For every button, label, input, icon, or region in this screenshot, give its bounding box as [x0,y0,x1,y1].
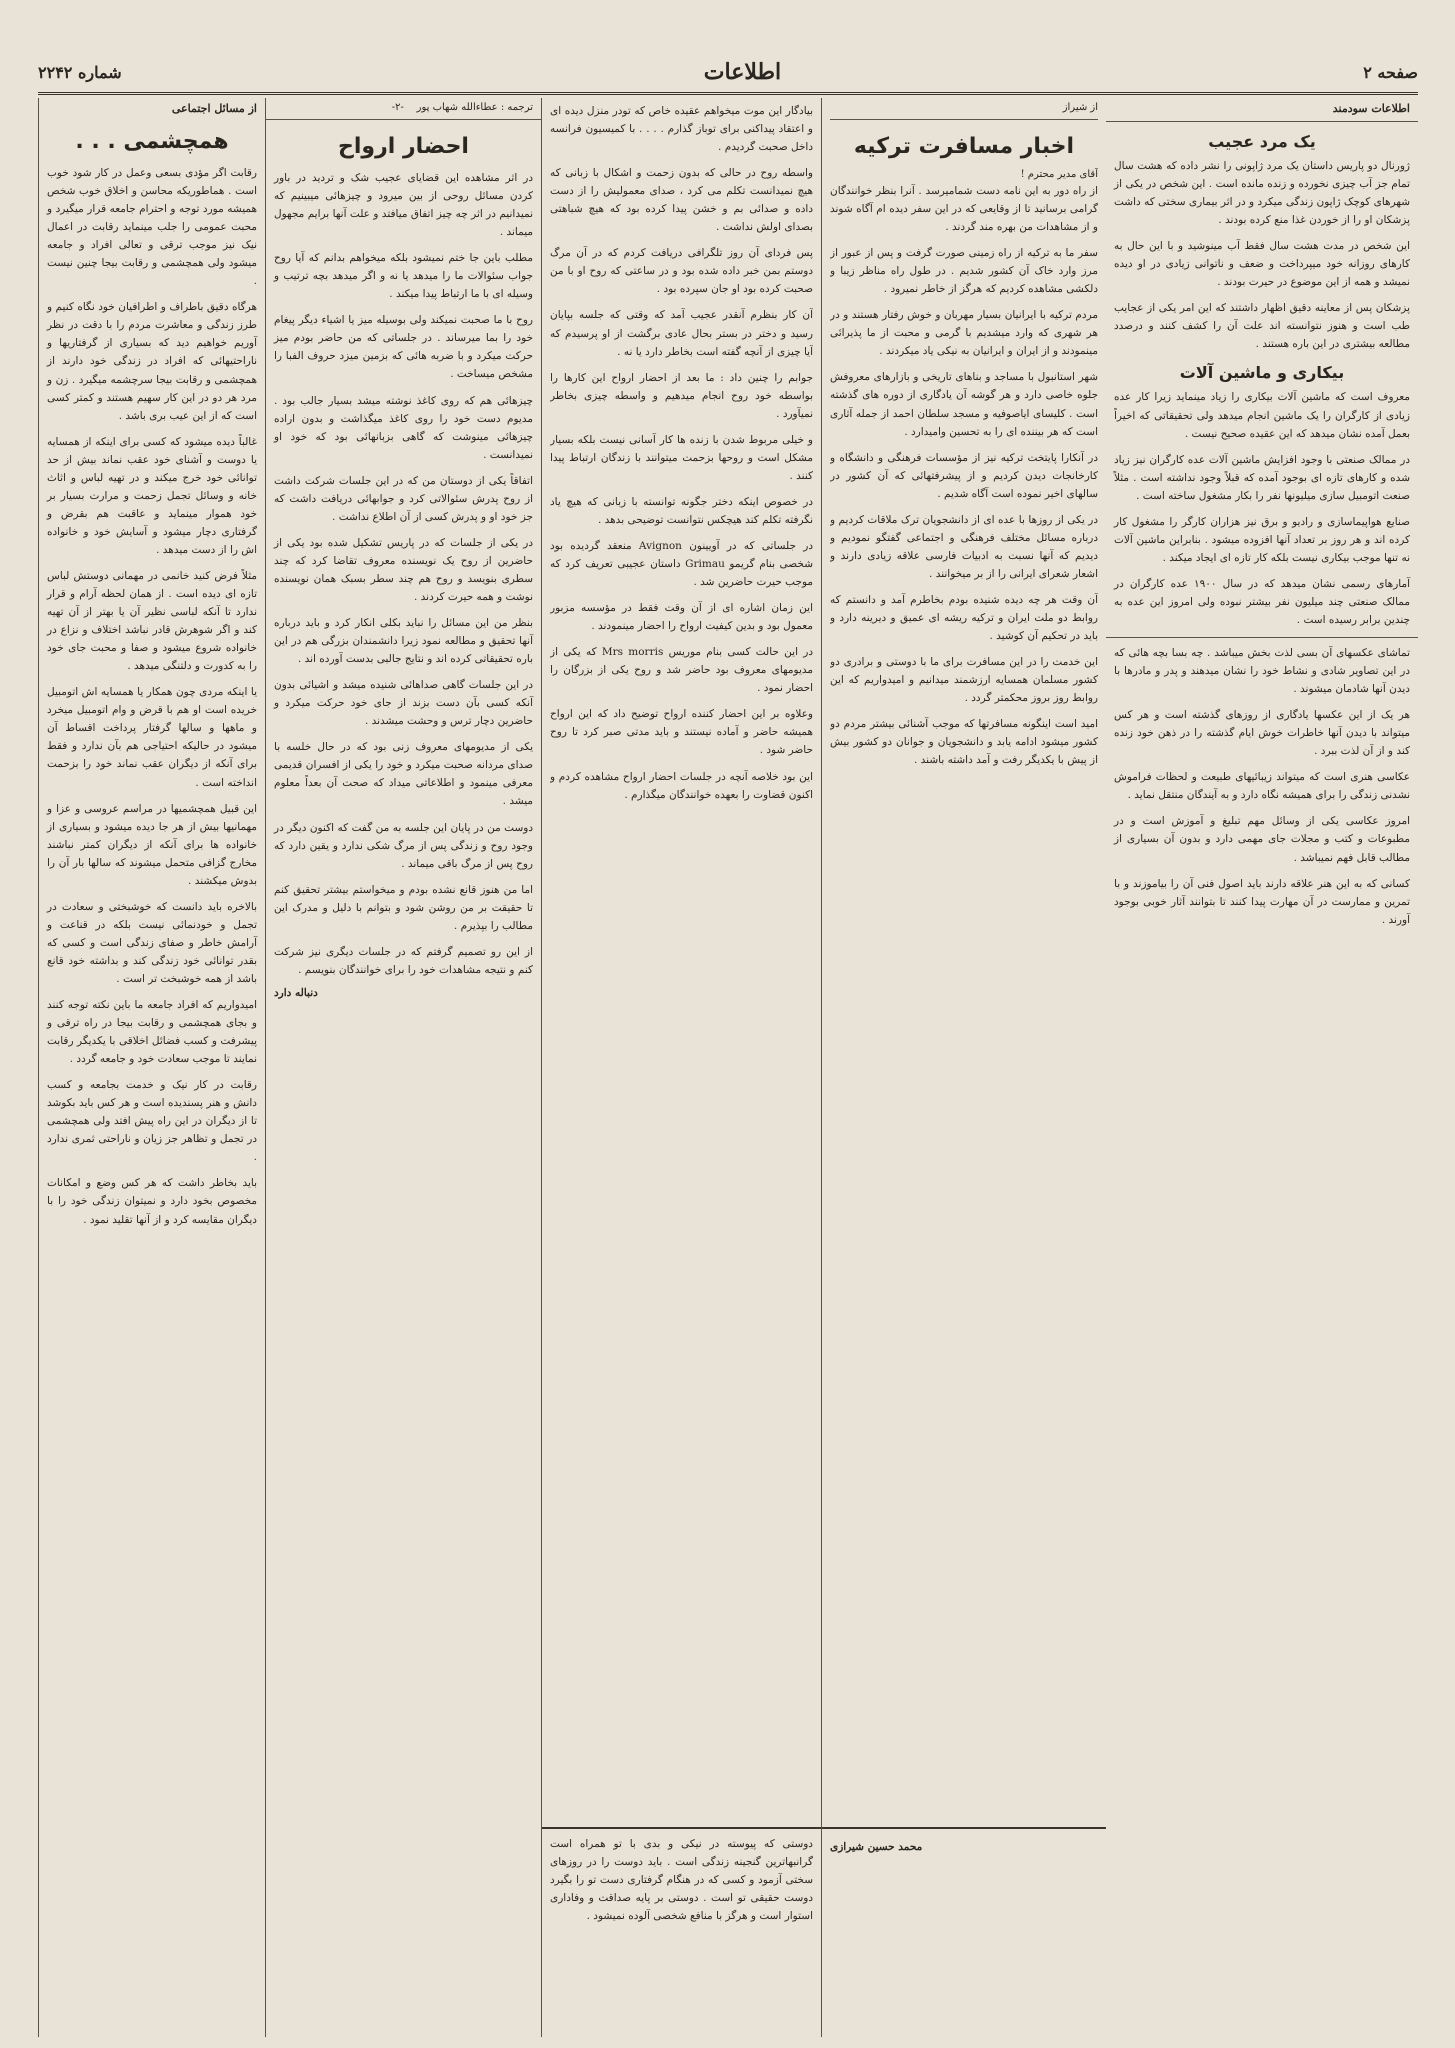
paragraph: روح با ما صحبت نمیکند ولی بوسیله میز یا اشیاء دیگر پیغام خود را بما میرساند . در جلساتی که من حاضر بودم میز حرکت میکرد و با ضربه هائی که بزمین میزد حروف الفبا را مشخص میساخت . [274,314,533,381]
paragraph: سفر ما به ترکیه از راه زمینی صورت گرفت و پس از عبور از مرز وارد خاک آن کشور شدیم . در طول راه مناظر زیبا و دلکشی مشاهده کردیم که هرگز از خاطر نمیرود . [830,247,1098,296]
article-body [830,182,1098,769]
article-body [274,169,533,979]
section-label: از مسائل اجتماعی [171,102,257,115]
newspaper-title: اطلاعات [703,59,782,85]
paragraph: در ممالک صنعتی با وجود افزایش ماشین آلات عده کارگران نیز زیاد شده و کارهای تازه ای بوجود آمده که قبلاً وجود نداشته است . مثلاً صنعت اتومبیل سازی میلیونها نفر را بکار مشغول ساخته است . [1114,453,1410,502]
column-continuation [541,98,821,2037]
columns-container [38,98,1418,2037]
paragraph: وعلاوه بر این احضار کننده ارواح توضیح داد که این ارواح همیشه حاضر و آماده نیستند و باید مدتی صبر کرد تا روح حاضر شود . [550,708,813,757]
article-headline-strange-man: یک مرد عجیب [1208,132,1316,151]
page-header [38,52,1418,95]
paragraph: اما من هنوز قانع نشده بودم و میخواستم بیشتر تحقیق کنم تا حقیقت بر من روشن شود و بتوانم با دلیل و مدرک این مطالب را بپذیرم . [274,883,533,932]
divider [1106,637,1418,638]
column-spirit-summoning [265,98,541,2037]
paragraph: این شخص در مدت هشت سال فقط آب مینوشید و با این حال به کارهای روزانه خود میپرداخت و ضعف و ناتوانی زیادی در او دیده نمیشد و همه از این موضوع در حیرت بودند . [1114,240,1410,289]
paragraph: در یکی از روزها با عده ای از دانشجویان ترک ملاقات کردیم و درباره مسائل مختلف فرهنگی و اجتماعی گفتگو نمودیم و دیدیم که آنها نسبت به ادبیات فارسی علاقه زیادی دارند و اشعار شعرای ایرانی را از بر میخوانند . [830,513,1098,580]
author-signature: محمد حسین شیرازی [830,1841,923,1853]
column-turkey-travel [821,98,1106,2037]
paragraph: دوست من در پایان این جلسه به من گفت که اکنون دیگر در وجود روح و زندگی پس از مرگ شکی ندارد و یقین دارد که روح پس از مرگ باقی میماند . [274,821,533,870]
paragraph: باید بخاطر داشت که هر کس وضع و امکانات مخصوص بخود دارد و نمیتوان زندگی خود را با دیگران مقایسه کرد و از آنها تقلید نمود . [47,1177,257,1226]
issue-number: شماره ۲۲۴۲ [38,62,122,82]
column-useful-info [1106,98,1418,2037]
paragraph: مطلب باین جا ختم نمیشود بلکه میخواهم بدانم که آیا روح جواب سئوالات ما را میدهد یا نه و اگر میدهد بچه ترتیب و وسیله ای با ما ارتباط پیدا میکند . [274,252,533,301]
paragraph: این قبیل همچشمیها در مراسم عروسی و عزا و مهمانیها بیش از هر جا دیده میشود و بسیاری از خانواده ها برای آنکه از دیگران کمتر نباشند مخارج گزافی متحمل میشوند که سالها بار آن را بدوش میکشند . [47,802,257,887]
paragraph: این خدمت را در این مسافرت برای ما با دوستی و برادری دو کشور مسلمان همسایه ارزشمند میدانیم و امیدواریم که این روابط روز بروز محکمتر گردد . [830,656,1098,705]
page-number: صفحه ۲ [1363,62,1418,82]
paragraph: امروز عکاسی یکی از وسائل مهم تبلیغ و آموزش است و در مطبوعات و کتب و مجلات جای مهمی دارد و بدون آن بسیاری از مطالب قابل فهم نمیباشد . [1114,815,1410,864]
paragraph: یا اینکه مردی چون همکار یا همسایه اش اتومبیل خریده است او هم با قرض و وام اتومبیل میخرد و ماهها و سالها گرفتار پرداخت اقساط آن میشود در حالیکه احتیاجی هم بآن ندارد و فقط برای آنکه از دیگران عقب نماند خود را بزحمت انداخته است . [47,686,257,789]
section-label: اطلاعات سودمند [1332,102,1410,115]
paragraph: آن کار بنظرم آنقدر عجیب آمد که وقتی که جلسه بپایان رسید و دختر در بستر بحال عادی برگشت از او پرسیدم که آیا چیزی از آنچه گفته است بخاطر دارد یا نه . [550,309,813,358]
paragraph: از راه دور به این نامه دست شمامیرسد . آنرا بنظر خوانندگان گرامی برسانید تا از وقایعی که در این سفر دیده ام آگاه شوند و از مشاهدات من بهره مند گردند . [830,185,1098,234]
divider [1106,121,1418,122]
paragraph: در یکی از جلسات که در پاریس تشکیل شده بود یکی از حاضرین از روح یک نویسنده معروف تقاضا کرد که چند سطری بنویسد و روح هم چند سطر بسبک همان نویسنده نوشت و همه حیرت کردند . [274,536,533,603]
paragraph: مردم ترکیه با ایرانیان بسیار مهربان و خوش رفتار هستند و در هر شهری که وارد میشدیم با گرمی و محبت از ما پذیرائی مینمودند و از ایران و ایرانیان به نیکی یاد میکردند . [830,309,1098,358]
article-body [550,102,813,1802]
paragraph: در اثر مشاهده این قضایای عجیب شک و تردید در باور کردن مسائل روحی از بین میرود و چیزهائی میبینیم که نمیدانیم در اثر چه چیز اتفاق میافتد و علت آنها برایم مجهول میماند . [274,172,533,239]
paragraph: مثلاً فرض کنید خانمی در مهمانی دوستش لباس تازه ای دیده است . از همان لحظه آرام و قرار ندارد تا آنکه لباسی نظیر آن یا بهتر از آن تهیه کند و اگر شوهرش قادر نباشد اختلاف و نزاع در خانواده شروع میشود و صفا و محبت جای خود را به کدورت و دلتنگی میدهد . [47,569,257,673]
paragraph: پزشکان پس از معاینه دقیق اظهار داشتند که این امر یکی از عجایب طب است و هنوز نتوانسته اند علت آن را کشف کنند و درصدد مطالعه بیشتری در این باره هستند . [1114,302,1410,351]
newspaper-page [38,52,1418,2037]
continued-note: دنباله دارد [274,986,318,999]
paragraph: امید است اینگونه مسافرتها که موجب آشنائی بیشتر مردم دو کشور میشود ادامه یابد و دانشجویان و جوانان دو کشور بیش از پیش با یکدیگر رفت و آمد داشته باشند . [830,718,1098,767]
paragraph: از این رو تصمیم گرفتم که در جلسات دیگری نیز شرکت کنم و نتیجه مشاهدات خود را برای خوانندگان بنویسم . [274,945,533,976]
paragraph: ژورنال دو پاریس داستان یک مرد ژاپونی را نشر داده که هشت سال تمام جز آب چیزی نخورده و زنده مانده است . این شخص در یکی از شهرهای کوچک ژاپون زندگی میکرد و در اثر بیماری سختی که داشت پزشکان او را از خوردن غذا منع کرده بودند . [1114,160,1410,227]
article-headline: اخبار مسافرت ترکیه [853,134,1075,159]
paragraph: اتفاقاً یکی از دوستان من که در این جلسات شرکت داشت از روح پدرش سئوالاتی کرد و جوابهائی دریافت داشت که جز خود او و پدرش کسی از آن اطلاع نداشت . [274,474,533,523]
bottom-paragraph: دوستی که پیوسته در نیکی و بدی با تو همراه است گرانبهاترین گنجینه زندگی است . باید دوست را در روزهای سختی آزمود و کسی که در هنگام گرفتاری دست تو را بگیرد دوست حقیقی تو است . دوستی بر پایه صداقت و وفاداری استوار است و هرگز با منافع شخصی آلوده نمیشود . [550,1838,813,1923]
paragraph: هرگاه دقیق باطراف و اطرافیان خود نگاه کنیم و طرز زندگی و معاشرت مردم را با دقت در نظر آوریم خواهیم دید که بسیاری از گرفتاریها و ناراحتیهائی که افراد در زندگی خود دارند از همچشمی و رقابت بیجا سرچشمه میگیرد . زن و مرد هر دو در این کار سهیم هستند و کمتر کسی است که از این عیب بری باشد . [47,301,257,422]
article-headline: احضار ارواح [338,134,469,159]
paragraph: جوابم را چنین داد : ما بعد از احضار ارواح این کارها را بواسطه خود روح انجام میدهیم و واسطه چیزی بخاطر نمیآورد . [550,371,813,420]
paragraph: آن وقت هر چه دیده شنیده بودم بخاطرم آمد و دانستم که روابط دو ملت ایران و ترکیه ریشه ای عمیق و دیرینه دارد و باید در تحکیم آن کوشید . [830,593,1098,643]
divider [830,119,1098,120]
bottom-box [542,1827,821,2037]
article-body-unemployment [1114,388,1410,629]
paragraph: معروف است که ماشین آلات بیکاری را زیاد مینماید زیرا کار عده زیادی از کارگران را یک ماشین انجام میدهد ولی تحقیقاتی که اخیراً بعمل آمده نشان میدهد که این عقیده صحیح نیست . [1114,391,1410,440]
paragraph: این زمان اشاره ای از آن وقت فقط در مؤسسه مزبور معمول بود و بدین کیفیت ارواح را احضار مینمودند . [550,602,813,633]
article-body [47,164,257,1229]
salutation: آقای مدیر محترم ! [1020,169,1098,180]
article-headline-unemployment: بیکاری و ماشین آلات [1179,363,1345,383]
paragraph: غالباً دیده میشود که کسی برای اینکه از همسایه یا دوست و آشنای خود عقب نماند بیش از حد توانائی خود خرج میکند و در تهیه لباس و اثاث خانه و وسائل تجمل زحمت و مرارت بسیار بر خود هموار مینماید و عاقبت هم بقرض و گرفتاری دچار میشود و آسایش خود و خانواده اش را از دست میدهد . [47,435,257,556]
part-number: -۲- [391,102,404,113]
paragraph: در جلساتی که در آویینون Avignon منعقد گردیده بود شخصی بنام گریمو Grimau داستان عجیبی تعریف کرد که موجب حیرت حاضرین شد . [550,539,813,589]
paragraph: در این حالت کسی بنام موریس Mrs morris که یکی از مدیومهای معروف بود حاضر شد و روح یکی از بزرگان را احضار نمود . [550,646,813,695]
column-social-issues [38,98,265,2037]
paragraph: در آنکارا پایتخت ترکیه نیز از مؤسسات فرهنگی و دانشگاه و کارخانجات دیدن کردیم و از پیشرفتهائی که آن کشور در سالهای اخیر نموده است آگاه شدیم . [830,451,1098,500]
dateline: از شیراز [1062,102,1098,113]
paragraph: صنایع هواپیماسازی و رادیو و برق نیز هزاران کارگر را مشغول کار کرده اند و هر روز بر تعداد آنها افزوده میشود . بنابراین ماشین آلات نه تنها موجب بیکاری نیست بلکه کار تازه ای ایجاد میکند . [1114,515,1410,564]
paragraph: شهر استانبول با مساجد و بناهای تاریخی و بازارهای معروفش جلوه خاصی دارد و هر گوشه آن یادگاری از دوره های گذشته است . کلیسای ایاصوفیه و مسجد سلطان احمد از جمله آثاری است که هر بیننده ای را به تحسین وامیدارد . [830,371,1098,438]
paragraph: یکی از مدیومهای معروف زنی بود که در حال خلسه با صدای مردانه صحبت میکرد و خود را یکی از افسران قدیمی معرفی مینمود و اطلاعاتی میداد که صحت آن بعداً معلوم میشد . [274,741,533,808]
paragraph: و خیلی مربوط شدن با زنده ها کار آسانی نیست بلکه بسیار مشکل است و روحها بزحمت میتوانند با زندگان ارتباط پیدا کنند . [550,433,813,482]
paragraph: در خصوص اینکه دختر جگونه توانسته با زبانی که هیچ یاد نگرفته تکلم کند هیچکس نتوانست توضیحی بدهد . [550,495,813,526]
paragraph: در این جلسات گاهی صداهائی شنیده میشد و اشیائی بدون آنکه کسی بآن دست بزند از جای خود حرکت میکرد و حاضرین دچار ترس و وحشت میشدند . [274,679,533,728]
article-body-strange-man [1114,157,1410,353]
paragraph: بالاخره باید دانست که خوشبختی و سعادت در تجمل و خودنمائی نیست بلکه در قناعت و آرامش خاطر و صفای زندگی است و کسی که بقدر توانائی خود زندگی کند و بداشته خود قانع باشد از همه خوشبخت تر است . [47,900,257,985]
paragraph: این بود خلاصه آنچه در جلسات احضار ارواح مشاهده کردم و اکنون قضاوت را بعهده خوانندگان میگذارم . [550,770,813,801]
translator-byline [274,102,533,113]
paragraph: بنظر من این مسائل را نباید بکلی انکار کرد و باید درباره آنها تحقیق و مطالعه نمود زیرا دانشمندان بزرگی هم در این باره تحقیقاتی کرده اند و نتایج جالبی بدست آورده اند . [274,617,533,666]
paragraph: امیدواریم که افراد جامعه ما باین نکته توجه کنند و بجای همچشمی و رقابت بیجا در راه ترقی و پیشرفت و کسب فضائل اخلاقی با یکدیگر رقابت نمایند تا موجب سعادت خود و جامعه گردد . [47,999,257,1066]
paragraph: رقابت اگر مؤدی بسعی وعمل در کار شود خوب است . هماطوریکه محاسن و اخلاق خوب شخص همیشه مورد توجه و احترام جامعه قرار میگیرد و محبت عمومی را جلب مینماید رقابت در اعمال نیک نیز موجب ترقی و تعالی افراد و جامعه میشود ولی همچشمی و رقابت بیجا چنین نیست . [47,167,257,288]
paragraph: بیادگار این موت میخواهم عقیده خاص که تودر منزل دیده ای و اعتقاد پیداکنی برای توباز گذارم . . . . با کمیسیون فرانسه داخل صحبت گردیدم . [550,105,813,154]
article-body-photos [1114,644,1410,929]
paragraph: رقابت در کار نیک و خدمت بجامعه و کسب دانش و هنر پسندیده است و هر کس باید بکوشد تا از دیگران در این راه پیش افتد ولی همچشمی در تجمل و تظاهر جز زیان و ناراحتی ثمری ندارد . [47,1079,257,1164]
bottom-box [822,1827,1106,2037]
divider [266,119,541,120]
paragraph: تماشای عکسهای آن بسی لذت بخش میباشد . چه بسا بچه هائی که در این تصاویر شادی و نشاط خود را نشان میدهند و پدر و مادرها با دیدن آنها شادمان میشوند . [1114,647,1410,696]
paragraph: عکاسی هنری است که میتواند زیبائیهای طبیعت و لحظات فراموش نشدنی زندگی را برای همیشه نگاه دارد و به آیندگان منتقل نماید . [1114,771,1410,802]
article-headline: همچشمی . . . [75,129,229,154]
paragraph: چیزهائی هم که روی کاغذ نوشته میشد بسیار جالب بود . مدیوم دست خود را روی کاغذ میگذاشت و بدون اراده چیزهائی مینوشت که گاهی بزبانهائی بود که خود او نمیدانست . [274,394,533,461]
paragraph: واسطه روح در حالی که بدون زحمت و اشکال با زبانی که هیچ نمیدانست تکلم می کرد ، صدای معمولیش را از دست داده و صدائی بم و خشن پیدا کرده بود که هیچ شباهتی بصدای اولش نداشت . [550,167,813,234]
paragraph: هر یک از این عکسها یادگاری از روزهای گذشته است و هر کس میتواند با دیدن آنها خاطرات خوش ایام گذشته را در ذهن خود زنده کند و از آن لذت ببرد . [1114,709,1410,758]
paragraph: پس فردای آن روز تلگرافی دریافت کردم که در آن مرگ دوستم بمن خبر داده شده بود و در ساعتی که روح او با من صحبت کرده بود او جان سپرده بود . [550,247,813,296]
paragraph: کسانی که به این هنر علاقه دارند باید اصول فنی آن را بیاموزند و با تمرین و ممارست در آن مهارت پیدا کنند تا بتوانند آثار خوبی بوجود آورند . [1114,877,1410,926]
paragraph: آمارهای رسمی نشان میدهد که در سال ۱۹۰۰ عده کارگران در ممالک صنعتی چند میلیون نفر بیشتر نبوده ولی امروز این عده به چندین برابر رسیده است . [1114,577,1411,626]
byline-text: ترجمه : عطاءالله شهاب پور [416,102,533,113]
